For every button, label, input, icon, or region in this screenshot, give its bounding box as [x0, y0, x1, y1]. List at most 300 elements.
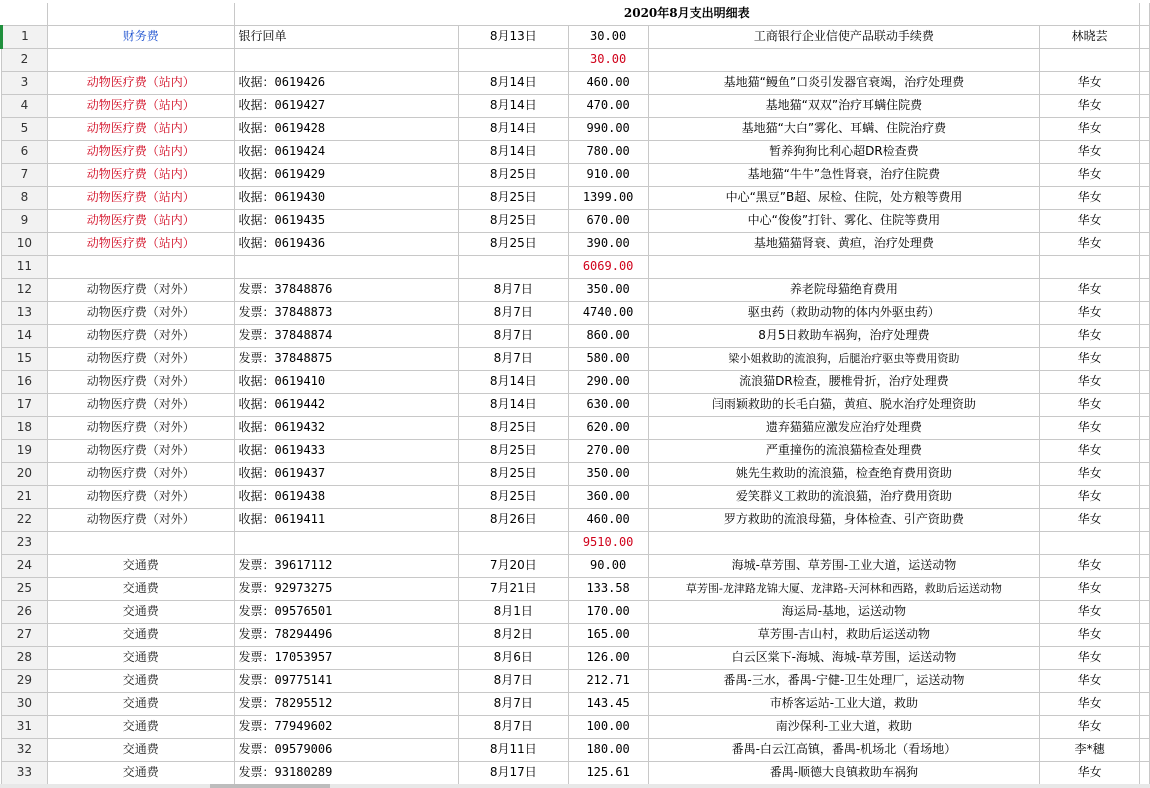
table-row	[2, 462, 1150, 485]
handler-cell[interactable]	[1040, 48, 1140, 71]
row-header[interactable]: 31	[2, 715, 48, 738]
date-cell[interactable]: 8月1日	[458, 600, 568, 623]
empty-cell[interactable]	[1139, 508, 1149, 531]
date-cell[interactable]: 8月25日	[458, 416, 568, 439]
table-row	[2, 738, 1150, 761]
handler-cell[interactable]: 华女	[1040, 623, 1140, 646]
handler-cell[interactable]: 华女	[1040, 370, 1140, 393]
description-cell[interactable]: 海城-草芳围、草芳围-工业大道，运送动物	[648, 554, 1040, 577]
row-header[interactable]: 30	[2, 692, 48, 715]
table-row	[2, 508, 1150, 531]
table-row	[2, 140, 1150, 163]
handler-cell[interactable]: 李*穗	[1040, 738, 1140, 761]
description-cell[interactable]: 流浪猫DR检查，腰椎骨折，治疗处理费	[648, 370, 1040, 393]
receipt-cell[interactable]: 发票：37848875	[234, 347, 458, 370]
date-cell[interactable]: 8月25日	[458, 439, 568, 462]
table-row	[2, 692, 1150, 715]
amount-cell[interactable]: 360.00	[568, 485, 648, 508]
description-cell[interactable]: 基地猫“牛牛”急性肾衰，治疗住院费	[648, 163, 1040, 186]
amount-cell[interactable]: 133.58	[568, 577, 648, 600]
category-cell[interactable]: 动物医疗费（对外）	[47, 393, 234, 416]
handler-cell[interactable]: 华女	[1040, 347, 1140, 370]
handler-cell[interactable]: 华女	[1040, 209, 1140, 232]
empty-cell[interactable]	[1139, 600, 1149, 623]
category-cell[interactable]: 交通费	[47, 738, 234, 761]
category-cell[interactable]: 财务费	[47, 25, 234, 48]
description-cell[interactable]	[648, 48, 1040, 71]
table-row	[2, 25, 1150, 48]
date-cell[interactable]	[458, 48, 568, 71]
handler-cell[interactable]: 华女	[1040, 761, 1140, 784]
description-cell[interactable]: 中心“黑豆”B超、尿检、住院，处方粮等费用	[648, 186, 1040, 209]
title-row	[2, 3, 1150, 25]
row-header[interactable]: 26	[2, 600, 48, 623]
row-header[interactable]: 12	[2, 278, 48, 301]
table-row	[2, 393, 1150, 416]
amount-cell[interactable]: 126.00	[568, 646, 648, 669]
handler-cell[interactable]: 华女	[1040, 163, 1140, 186]
empty-cell[interactable]	[1139, 209, 1149, 232]
description-cell[interactable]: 爱笑群义工救助的流浪猫，治疗费用资助	[648, 485, 1040, 508]
date-cell[interactable]: 8月7日	[458, 669, 568, 692]
category-cell[interactable]: 动物医疗费（站内）	[47, 186, 234, 209]
empty-cell[interactable]	[1139, 738, 1149, 761]
description-cell[interactable]: 南沙保利-工业大道，救助	[648, 715, 1040, 738]
category-cell[interactable]: 动物医疗费（对外）	[47, 370, 234, 393]
category-cell[interactable]	[47, 531, 234, 554]
date-cell[interactable]: 8月2日	[458, 623, 568, 646]
category-cell[interactable]: 动物医疗费（站内）	[47, 94, 234, 117]
scrollbar-thumb[interactable]	[210, 784, 330, 788]
row-header[interactable]: 21	[2, 485, 48, 508]
handler-cell[interactable]: 华女	[1040, 416, 1140, 439]
category-cell[interactable]	[47, 48, 234, 71]
receipt-cell[interactable]: 发票：39617112	[234, 554, 458, 577]
category-cell[interactable]	[47, 255, 234, 278]
row-header[interactable]: 10	[2, 232, 48, 255]
table-row	[2, 71, 1150, 94]
expense-table	[0, 3, 1150, 785]
amount-cell[interactable]: 290.00	[568, 370, 648, 393]
amount-cell[interactable]: 90.00	[568, 554, 648, 577]
date-cell[interactable]	[458, 531, 568, 554]
amount-cell[interactable]: 1399.00	[568, 186, 648, 209]
handler-cell[interactable]: 华女	[1040, 646, 1140, 669]
date-cell[interactable]: 8月25日	[458, 232, 568, 255]
date-cell[interactable]: 8月25日	[458, 462, 568, 485]
row-header[interactable]: 9	[2, 209, 48, 232]
amount-cell[interactable]: 780.00	[568, 140, 648, 163]
description-cell[interactable]: 中心“俊俊”打针、雾化、住院等费用	[648, 209, 1040, 232]
description-cell[interactable]: 基地猫猫肾衰、黄疸，治疗处理费	[648, 232, 1040, 255]
table-row	[2, 715, 1150, 738]
amount-cell[interactable]: 470.00	[568, 94, 648, 117]
category-cell[interactable]: 交通费	[47, 577, 234, 600]
category-cell[interactable]: 动物医疗费（对外）	[47, 508, 234, 531]
handler-cell[interactable]: 华女	[1040, 186, 1140, 209]
empty-cell[interactable]	[1139, 324, 1149, 347]
row-header[interactable]: 27	[2, 623, 48, 646]
row-header[interactable]: 32	[2, 738, 48, 761]
date-cell[interactable]: 8月26日	[458, 508, 568, 531]
category-cell[interactable]: 交通费	[47, 646, 234, 669]
category-cell[interactable]: 动物医疗费（对外）	[47, 278, 234, 301]
description-cell[interactable]: 番禺-顺德大良镇救助车祸狗	[648, 761, 1040, 784]
table-row	[2, 94, 1150, 117]
receipt-cell[interactable]: 收据：0619435	[234, 209, 458, 232]
description-cell[interactable]	[648, 255, 1040, 278]
amount-cell[interactable]: 30.00	[568, 25, 648, 48]
empty-cell[interactable]	[1139, 761, 1149, 784]
amount-cell[interactable]: 100.00	[568, 715, 648, 738]
description-cell[interactable]: 姚先生救助的流浪猫，检查绝育费用资助	[648, 462, 1040, 485]
description-cell[interactable]: 驱虫药（救助动物的体内外驱虫药）	[648, 301, 1040, 324]
date-cell[interactable]: 8月7日	[458, 278, 568, 301]
handler-cell[interactable]: 华女	[1040, 278, 1140, 301]
receipt-cell[interactable]: 发票：17053957	[234, 646, 458, 669]
table-row	[2, 531, 1150, 554]
empty-cell[interactable]	[1139, 140, 1149, 163]
category-cell[interactable]: 动物医疗费（对外）	[47, 439, 234, 462]
row-header[interactable]: 20	[2, 462, 48, 485]
amount-cell[interactable]: 990.00	[568, 117, 648, 140]
receipt-cell[interactable]: 发票：77949602	[234, 715, 458, 738]
date-cell[interactable]: 7月21日	[458, 577, 568, 600]
receipt-cell[interactable]	[234, 255, 458, 278]
amount-cell[interactable]: 860.00	[568, 324, 648, 347]
row-header[interactable]: 29	[2, 669, 48, 692]
row-header[interactable]: 17	[2, 393, 48, 416]
receipt-cell[interactable]: 发票：09579006	[234, 738, 458, 761]
description-cell[interactable]	[648, 531, 1040, 554]
description-cell[interactable]: 番禺-三水，番禺-宁健-卫生处理厂，运送动物	[648, 669, 1040, 692]
table-row	[2, 416, 1150, 439]
amount-cell[interactable]: 910.00	[568, 163, 648, 186]
category-cell[interactable]: 动物医疗费（站内）	[47, 71, 234, 94]
handler-cell[interactable]: 华女	[1040, 301, 1140, 324]
description-cell[interactable]: 海运局-基地，运送动物	[648, 600, 1040, 623]
description-cell[interactable]: 基地猫“鳗鱼”口炎引发器官衰竭，治疗处理费	[648, 71, 1040, 94]
amount-cell[interactable]: 9510.00	[568, 531, 648, 554]
date-cell[interactable]: 8月14日	[458, 370, 568, 393]
sheet-title[interactable]: 2020年8月支出明细表	[234, 3, 1139, 25]
empty-cell[interactable]	[1139, 485, 1149, 508]
empty-cell[interactable]	[1139, 347, 1149, 370]
receipt-cell[interactable]: 收据：0619429	[234, 163, 458, 186]
row-header[interactable]: 22	[2, 508, 48, 531]
category-cell[interactable]: 动物医疗费（对外）	[47, 324, 234, 347]
receipt-cell[interactable]: 收据：0619427	[234, 94, 458, 117]
category-cell[interactable]: 动物医疗费（站内）	[47, 140, 234, 163]
handler-cell[interactable]: 华女	[1040, 71, 1140, 94]
table-row	[2, 370, 1150, 393]
handler-cell[interactable]: 华女	[1040, 600, 1140, 623]
category-cell[interactable]: 动物医疗费（站内）	[47, 163, 234, 186]
row-header[interactable]: 3	[2, 71, 48, 94]
empty-cell[interactable]	[1139, 393, 1149, 416]
receipt-cell[interactable]: 发票：78294496	[234, 623, 458, 646]
empty-cell[interactable]	[1139, 439, 1149, 462]
handler-cell[interactable]: 华女	[1040, 393, 1140, 416]
receipt-cell[interactable]: 收据：0619437	[234, 462, 458, 485]
category-cell[interactable]: 动物医疗费（对外）	[47, 301, 234, 324]
receipt-cell[interactable]: 发票：78295512	[234, 692, 458, 715]
amount-cell[interactable]: 270.00	[568, 439, 648, 462]
receipt-cell[interactable]: 发票：37848874	[234, 324, 458, 347]
row-header[interactable]: 1	[2, 25, 48, 48]
row-header[interactable]: 33	[2, 761, 48, 784]
receipt-cell[interactable]: 收据：0619442	[234, 393, 458, 416]
receipt-cell[interactable]	[234, 531, 458, 554]
category-cell[interactable]: 交通费	[47, 623, 234, 646]
row-header[interactable]: 5	[2, 117, 48, 140]
date-cell[interactable]: 8月13日	[458, 25, 568, 48]
empty-cell[interactable]	[1139, 117, 1149, 140]
table-row	[2, 485, 1150, 508]
table-row	[2, 163, 1150, 186]
handler-cell[interactable]: 华女	[1040, 439, 1140, 462]
row-header[interactable]: 11	[2, 255, 48, 278]
description-cell[interactable]: 草芳围-龙津路龙锦大厦、龙津路-天河林和西路，救助后运送动物	[648, 577, 1040, 600]
empty-cell[interactable]	[1139, 301, 1149, 324]
category-cell[interactable]: 动物医疗费（对外）	[47, 347, 234, 370]
category-cell[interactable]: 动物医疗费（站内）	[47, 209, 234, 232]
empty-cell[interactable]	[1139, 715, 1149, 738]
amount-cell[interactable]: 460.00	[568, 71, 648, 94]
handler-cell[interactable]: 华女	[1040, 577, 1140, 600]
row-header[interactable]: 2	[2, 48, 48, 71]
date-cell[interactable]: 8月14日	[458, 393, 568, 416]
row-header[interactable]: 13	[2, 301, 48, 324]
receipt-cell[interactable]: 收据：0619424	[234, 140, 458, 163]
date-cell[interactable]	[458, 255, 568, 278]
category-cell[interactable]: 动物医疗费（站内）	[47, 117, 234, 140]
empty-cell[interactable]	[1139, 186, 1149, 209]
handler-cell[interactable]: 华女	[1040, 140, 1140, 163]
category-cell[interactable]: 交通费	[47, 761, 234, 784]
handler-cell[interactable]: 华女	[1040, 117, 1140, 140]
amount-cell[interactable]: 460.00	[568, 508, 648, 531]
table-row	[2, 209, 1150, 232]
date-cell[interactable]: 7月20日	[458, 554, 568, 577]
date-cell[interactable]: 8月7日	[458, 715, 568, 738]
row-header[interactable]: 18	[2, 416, 48, 439]
horizontal-scrollbar[interactable]	[0, 784, 1150, 788]
date-cell[interactable]: 8月25日	[458, 485, 568, 508]
description-cell[interactable]: 养老院母猫绝育费用	[648, 278, 1040, 301]
category-cell[interactable]: 动物医疗费（站内）	[47, 232, 234, 255]
handler-cell[interactable]: 华女	[1040, 508, 1140, 531]
row-header[interactable]: 8	[2, 186, 48, 209]
table-row	[2, 577, 1150, 600]
category-cell[interactable]: 动物医疗费（对外）	[47, 485, 234, 508]
receipt-cell[interactable]: 银行回单	[234, 25, 458, 48]
amount-cell[interactable]: 670.00	[568, 209, 648, 232]
table-row	[2, 117, 1150, 140]
empty-cell[interactable]	[1139, 646, 1149, 669]
receipt-cell[interactable]: 收据：0619410	[234, 370, 458, 393]
receipt-cell[interactable]: 收据：0619436	[234, 232, 458, 255]
date-cell[interactable]: 8月14日	[458, 117, 568, 140]
empty-cell[interactable]	[1139, 48, 1149, 71]
description-cell[interactable]: 暂养狗狗比利心超DR检查费	[648, 140, 1040, 163]
handler-cell[interactable]: 华女	[1040, 462, 1140, 485]
empty-cell[interactable]	[1139, 255, 1149, 278]
receipt-cell[interactable]: 收据：0619430	[234, 186, 458, 209]
empty-cell[interactable]	[1139, 163, 1149, 186]
description-cell[interactable]: 8月5日救助车祸狗，治疗处理费	[648, 324, 1040, 347]
empty-cell[interactable]	[1139, 531, 1149, 554]
handler-cell[interactable]: 华女	[1040, 669, 1140, 692]
empty-cell[interactable]	[1139, 669, 1149, 692]
receipt-cell[interactable]: 发票：92973275	[234, 577, 458, 600]
empty-cell[interactable]	[1139, 370, 1149, 393]
date-cell[interactable]: 8月25日	[458, 186, 568, 209]
amount-cell[interactable]: 125.61	[568, 761, 648, 784]
table-row	[2, 600, 1150, 623]
table-row	[2, 646, 1150, 669]
table-row	[2, 347, 1150, 370]
date-cell[interactable]: 8月7日	[458, 301, 568, 324]
amount-cell[interactable]: 350.00	[568, 462, 648, 485]
date-cell[interactable]: 8月17日	[458, 761, 568, 784]
row-header[interactable]: 6	[2, 140, 48, 163]
handler-cell[interactable]: 华女	[1040, 715, 1140, 738]
description-cell[interactable]: 遗弃猫猫应激发应治疗处理费	[648, 416, 1040, 439]
row-header[interactable]: 28	[2, 646, 48, 669]
table-row	[2, 324, 1150, 347]
amount-cell[interactable]: 180.00	[568, 738, 648, 761]
category-cell[interactable]: 交通费	[47, 669, 234, 692]
empty-cell[interactable]	[1139, 554, 1149, 577]
row-header[interactable]: 15	[2, 347, 48, 370]
category-cell[interactable]: 动物医疗费（对外）	[47, 416, 234, 439]
empty-cell[interactable]	[1139, 623, 1149, 646]
amount-cell[interactable]: 630.00	[568, 393, 648, 416]
receipt-cell[interactable]: 收据：0619433	[234, 439, 458, 462]
receipt-cell[interactable]	[234, 48, 458, 71]
date-cell[interactable]: 8月25日	[458, 163, 568, 186]
row-header[interactable]: 23	[2, 531, 48, 554]
description-cell[interactable]: 基地猫“大白”雾化、耳螨、住院治疗费	[648, 117, 1040, 140]
empty-cell[interactable]	[1139, 25, 1149, 48]
amount-cell[interactable]: 30.00	[568, 48, 648, 71]
receipt-cell[interactable]: 发票：37848876	[234, 278, 458, 301]
receipt-cell[interactable]: 发票：09775141	[234, 669, 458, 692]
row-header[interactable]: 25	[2, 577, 48, 600]
table-row	[2, 554, 1150, 577]
date-cell[interactable]: 8月7日	[458, 347, 568, 370]
amount-cell[interactable]: 620.00	[568, 416, 648, 439]
empty-cell[interactable]	[1139, 94, 1149, 117]
handler-cell[interactable]: 华女	[1040, 485, 1140, 508]
amount-cell[interactable]: 580.00	[568, 347, 648, 370]
receipt-cell[interactable]: 收据：0619432	[234, 416, 458, 439]
category-cell[interactable]: 交通费	[47, 600, 234, 623]
empty-cell[interactable]	[1139, 462, 1149, 485]
description-cell[interactable]: 白云区棠下-海城、海城-草芳围，运送动物	[648, 646, 1040, 669]
empty-cell[interactable]	[1139, 278, 1149, 301]
receipt-cell[interactable]: 收据：0619426	[234, 71, 458, 94]
category-cell[interactable]: 交通费	[47, 554, 234, 577]
amount-cell[interactable]: 170.00	[568, 600, 648, 623]
description-cell[interactable]: 严重撞伤的流浪猫检查处理费	[648, 439, 1040, 462]
date-cell[interactable]: 8月7日	[458, 692, 568, 715]
table-row	[2, 186, 1150, 209]
receipt-cell[interactable]: 发票：09576501	[234, 600, 458, 623]
table-row	[2, 255, 1150, 278]
category-cell[interactable]: 交通费	[47, 715, 234, 738]
handler-cell[interactable]	[1040, 255, 1140, 278]
amount-cell[interactable]: 350.00	[568, 278, 648, 301]
table-row	[2, 669, 1150, 692]
category-cell[interactable]: 交通费	[47, 692, 234, 715]
amount-cell[interactable]: 143.45	[568, 692, 648, 715]
description-cell[interactable]: 闫雨颖救助的长毛白猫，黄疸、脱水治疗处理资助	[648, 393, 1040, 416]
empty-cell[interactable]	[1139, 416, 1149, 439]
category-cell[interactable]: 动物医疗费（对外）	[47, 462, 234, 485]
handler-cell[interactable]: 华女	[1040, 324, 1140, 347]
amount-cell[interactable]: 6069.00	[568, 255, 648, 278]
row-header[interactable]: 24	[2, 554, 48, 577]
receipt-cell[interactable]: 发票：37848873	[234, 301, 458, 324]
row-header[interactable]: 19	[2, 439, 48, 462]
amount-cell[interactable]: 4740.00	[568, 301, 648, 324]
row-header[interactable]: 7	[2, 163, 48, 186]
table-row	[2, 439, 1150, 462]
receipt-cell[interactable]: 收据：0619411	[234, 508, 458, 531]
description-cell[interactable]: 罗方救助的流浪母猫，身体检查、引产资助费	[648, 508, 1040, 531]
handler-cell[interactable]: 林晓芸	[1040, 25, 1140, 48]
receipt-cell[interactable]: 收据：0619428	[234, 117, 458, 140]
empty-cell[interactable]	[1139, 71, 1149, 94]
description-cell[interactable]: 基地猫“双双”治疗耳螨住院费	[648, 94, 1040, 117]
date-cell[interactable]: 8月6日	[458, 646, 568, 669]
receipt-cell[interactable]: 发票：93180289	[234, 761, 458, 784]
empty-cell[interactable]	[1139, 232, 1149, 255]
amount-cell[interactable]: 165.00	[568, 623, 648, 646]
description-cell[interactable]: 工商银行企业信使产品联动手续费	[648, 25, 1040, 48]
handler-cell[interactable]: 华女	[1040, 232, 1140, 255]
handler-cell[interactable]	[1040, 531, 1140, 554]
date-cell[interactable]: 8月25日	[458, 209, 568, 232]
description-cell[interactable]: 市桥客运站-工业大道，救助	[648, 692, 1040, 715]
date-cell[interactable]: 8月11日	[458, 738, 568, 761]
date-cell[interactable]: 8月14日	[458, 94, 568, 117]
date-cell[interactable]: 8月14日	[458, 71, 568, 94]
description-cell[interactable]: 番禺-白云江高镇，番禺-机场北（看场地）	[648, 738, 1040, 761]
description-cell[interactable]: 草芳围-吉山村，救助后运送动物	[648, 623, 1040, 646]
row-header[interactable]: 14	[2, 324, 48, 347]
receipt-cell[interactable]: 收据：0619438	[234, 485, 458, 508]
amount-cell[interactable]: 390.00	[568, 232, 648, 255]
description-cell[interactable]: 梁小姐救助的流浪狗，后腿治疗驱虫等费用资助	[648, 347, 1040, 370]
table-row	[2, 761, 1150, 784]
date-cell[interactable]: 8月14日	[458, 140, 568, 163]
empty-cell[interactable]	[1139, 692, 1149, 715]
handler-cell[interactable]: 华女	[1040, 554, 1140, 577]
table-row	[2, 278, 1150, 301]
row-header[interactable]: 16	[2, 370, 48, 393]
row-header[interactable]: 4	[2, 94, 48, 117]
handler-cell[interactable]: 华女	[1040, 692, 1140, 715]
date-cell[interactable]: 8月7日	[458, 324, 568, 347]
handler-cell[interactable]: 华女	[1040, 94, 1140, 117]
table-row	[2, 48, 1150, 71]
table-row	[2, 623, 1150, 646]
amount-cell[interactable]: 212.71	[568, 669, 648, 692]
empty-cell[interactable]	[1139, 577, 1149, 600]
